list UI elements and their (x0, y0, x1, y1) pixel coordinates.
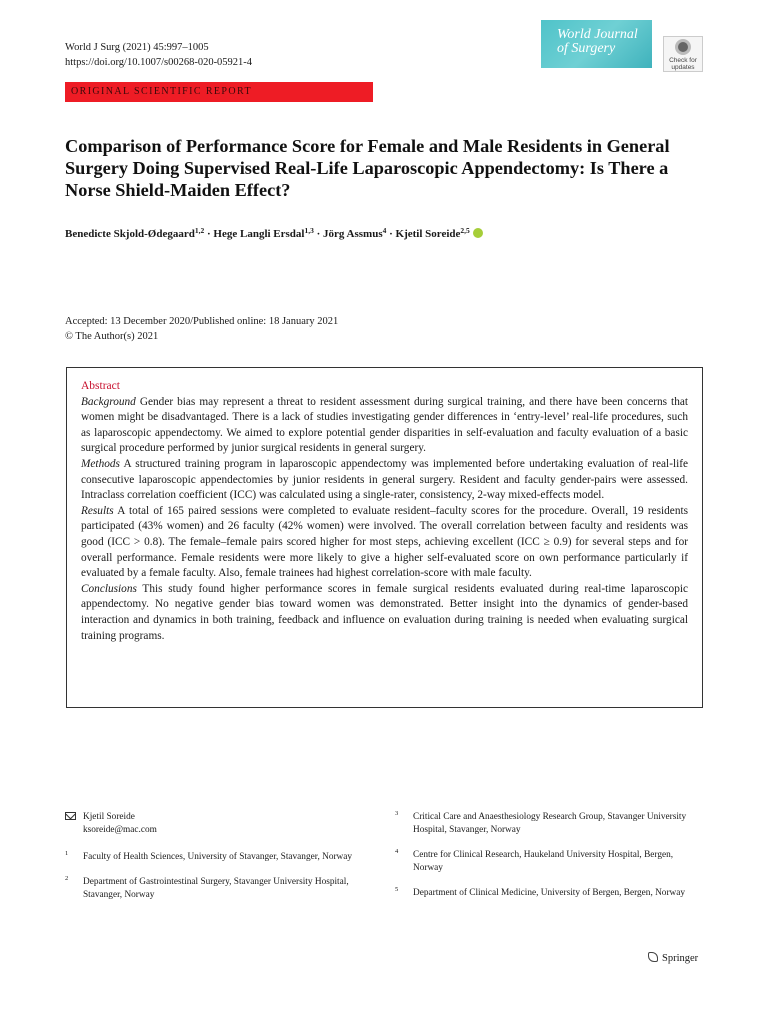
footnote-number: 2 (65, 875, 69, 882)
conclusions-text: This study found higher performance scores in female surgical residents evaluated during real-time laparoscopic appendectomy. No negative gender bias toward women was demonstrated. Better insight into the dynamics of gender-based interaction and dynamics in both training, feedback and influence on evaluation during training is needed when evaluating surgical training programs. (81, 582, 688, 642)
abstract-conclusions (81, 582, 688, 644)
footnote-number: 4 (395, 848, 399, 855)
mail-icon (65, 812, 76, 820)
footnote-number: 5 (395, 886, 399, 893)
author-list (65, 226, 705, 242)
corresponding-name: Kjetil Soreide (83, 812, 135, 822)
copyright-notice: © The Author(s) 2021 (65, 331, 159, 342)
author-affiliation: 1,3 (304, 226, 314, 235)
results-label: Results (81, 504, 114, 517)
corresponding-author (65, 811, 365, 837)
journal-logo (541, 20, 652, 68)
footnote-number: 3 (395, 810, 399, 817)
footnote-text: Department of Clinical Medicine, University of Bergen, Bergen, Norway (413, 888, 686, 898)
abstract-box (66, 367, 703, 708)
springer-horse-icon (648, 952, 658, 962)
check-for-updates-badge[interactable] (663, 36, 703, 72)
affiliation-footnote (395, 887, 695, 900)
abstract-methods (81, 457, 688, 504)
author-name: Benedicte Skjold-Ødegaard (65, 228, 195, 240)
conclusions-label: Conclusions (81, 582, 137, 595)
footnote-number: 1 (65, 850, 69, 857)
author-separator: · (386, 228, 396, 240)
accepted-date: Accepted: 13 December 2020 (65, 316, 191, 327)
footnotes-right (395, 811, 695, 912)
affiliation-footnote (395, 849, 695, 875)
footnote-text: Faculty of Health Sciences, University of Stavanger, Stavanger, Norway (83, 852, 353, 862)
article-title: Comparison of Performance Score for Female and Male Residents in General Surgery Doing Supervised Real-Life Laparoscopic Appendectomy: Is There a Norse Shield-Maiden Effect? (65, 136, 670, 200)
author-affiliation: 4 (382, 226, 387, 235)
check-updates-icon (675, 39, 691, 55)
background-text: Gender bias may represent a threat to resident assessment during surgical training, and there have been concerns that women might be disadvantaged. There is a lack of studies investigating gender differences in ‘entry-level’ real-life procedures, such as laparoscopic appendectomy. We aimed to explore potential gender disparities in self-evaluation and faculty evaluation of a basic surgical procedure performed by junior surgical residents in general surgery. (81, 395, 688, 455)
journal-citation: World J Surg (2021) 45:997–1005 (65, 42, 209, 53)
author-name: Hege Langli Ersdal (213, 228, 305, 240)
orcid-icon[interactable] (473, 228, 483, 238)
corresponding-email[interactable]: ksoreide@mac.com (83, 825, 157, 835)
abstract-results (81, 504, 688, 582)
affiliation-footnote (65, 876, 365, 902)
author-separator: · (204, 228, 214, 240)
author-affiliation: 2,5 (460, 226, 470, 235)
check-updates-line-1: Check for (669, 57, 697, 64)
methods-text: A structured training program in laparoscopic appendectomy was implemented before undertaking evaluation of real-life consecutive laparoscopic appendectomies by junior residents in general surgery. Resident and faculty gender-pairs were assessed. Intraclass correlation coefficient (ICC) was calculated using a single-rater, consistency, 2-way mixed-effects model. (81, 457, 689, 502)
logo-line-2: of Surgery (557, 41, 616, 56)
check-updates-line-2: updates (671, 64, 695, 71)
publisher-name: Springer (662, 953, 699, 964)
footnotes-left (65, 811, 365, 914)
author-separator: · (313, 228, 324, 240)
footnote-text: Centre for Clinical Research, Haukeland University Hospital, Bergen, Norway (413, 850, 674, 873)
article-type-banner: ORIGINAL SCIENTIFIC REPORT (65, 82, 373, 102)
methods-label: Methods (81, 457, 120, 470)
journal-header (65, 40, 252, 70)
affiliation-footnote (65, 851, 365, 864)
logo-line-1: World Journal (557, 27, 638, 42)
publication-dates: Accepted: 13 December 2020/Published online: 18 January 2021 © The Author(s) 2021 (65, 316, 339, 342)
author-name: Jörg Assmus (323, 228, 383, 240)
publisher-mark (648, 952, 698, 966)
footnote-text: Critical Care and Anaesthesiology Research Group, Stavanger University Hospital, Stavanger, Norway (413, 812, 687, 835)
abstract-heading: Abstract (81, 380, 120, 392)
doi-link[interactable]: https://doi.org/10.1007/s00268-020-05921-4 (65, 57, 253, 68)
affiliation-footnote (395, 811, 695, 837)
abstract-background (81, 395, 688, 457)
author-name: Kjetil Soreide (395, 228, 461, 240)
published-date: Published online: 18 January 2021 (193, 316, 339, 327)
results-text: A total of 165 paired sessions were completed to evaluate resident–faculty scores for the procedure. Overall, 19 residents participated (43% women) and 26 faculty (42% women) were involved. The overall correlation between faculty and residents was good (ICC > 0.8). The female–female pairs scored higher for most steps, achieving excellent (ICC ≥ 0.9) for several steps and for overall performance. Female residents were more likely to give a higher self-evaluated score on own performance particularly if evaluated by a female faculty. Also, female trainees had highest correlation-score with male faculty. (81, 504, 689, 580)
background-label: Background (81, 395, 136, 408)
author-affiliation: 1,2 (194, 226, 205, 235)
footnote-text: Department of Gastrointestinal Surgery, Stavanger University Hospital, Stavanger, Norway (83, 877, 349, 900)
